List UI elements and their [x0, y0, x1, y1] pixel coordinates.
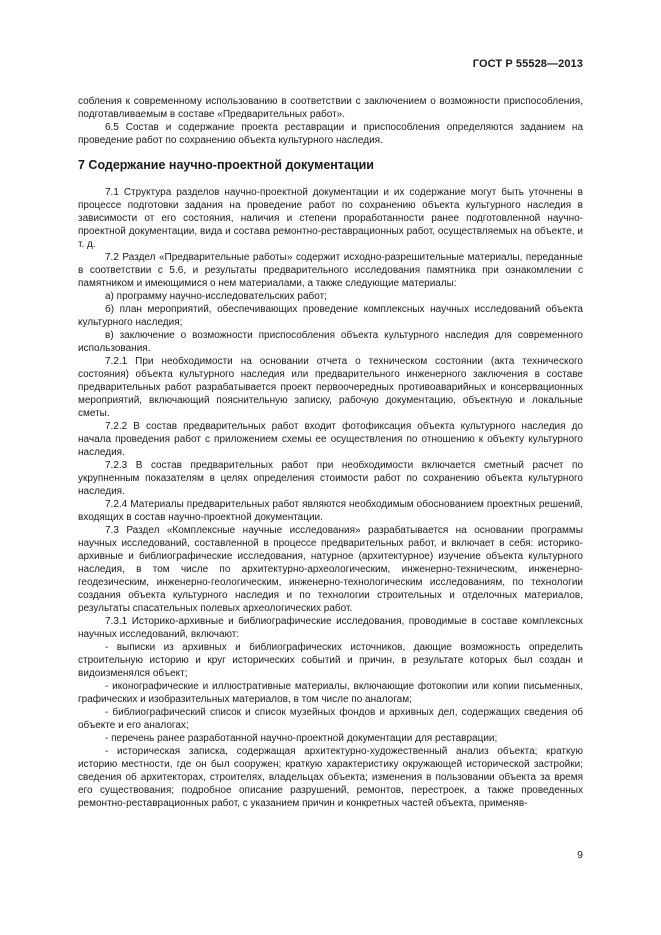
list-item: - выписки из архивных и библиографических источников, дающие возможность определить строительную историю и круг исторических событий и причин, в результате которых был создан и видоизменялся объект;: [78, 642, 583, 679]
list-item: - перечень ранее разработанной научно-проектной документации для реставрации;: [105, 733, 498, 744]
standard-code-header: ГОСТ Р 55528—2013: [472, 58, 583, 70]
list-item: б) план мероприятий, обеспечивающих проведение комплексных научных исследований объекта культурного наследия;: [78, 304, 583, 328]
paragraph: собления к современному использованию в соответствии с заключением о возможности приспособления, подготавливаемым в составе «Предварительных работ».: [78, 96, 583, 120]
list-item: - иконографические и иллюстративные материалы, включающие фотокопии или копии письменных, графических и изобразительных материалов, в том числе по аналогам;: [78, 681, 583, 705]
page-number: 9: [577, 849, 583, 861]
paragraph: 7.2.4 Материалы предварительных работ являются необходимым обоснованием проектных решений, входящих в состав научно-проектной документации.: [78, 499, 583, 523]
list-item: - библиографический список и список музейных фондов и архивных дел, содержащих сведения об объекте и его аналогах;: [78, 707, 583, 731]
paragraph: 7.1 Структура разделов научно-проектной документации и их содержание могут быть уточнены в процессе подготовки задания на проведение работ по сохранению объекта культурного наследия в зависимости от его состояния, наличия и степени проработанности ранее подготовленной научно-проектной документации, вида и состава ремонтно-реставрационных работ, осуществляемых на объекте, и т. д.: [78, 187, 583, 250]
list-item: в) заключение о возможности приспособления объекта культурного наследия для современного использования.: [78, 330, 583, 354]
document-body: [78, 95, 583, 810]
paragraph: 7.2.3 В состав предварительных работ при необходимости включается сметный расчет по укрупненным показателям в целях определения стоимости работ по сохранению объекта культурного наследия.: [78, 460, 583, 497]
paragraph: 6.5 Состав и содержание проекта реставрации и приспособления определяются заданием на проведение работ по сохранению объекта культурного наследия.: [78, 122, 583, 146]
paragraph: 7.2 Раздел «Предварительные работы» содержит исходно-разрешительные материалы, переданные в соответствии с 5.6, и результаты предварительного исследования памятника при ознакомлении с памятником и имеющимися о нем материалами, а также следующие материалы:: [78, 252, 583, 289]
paragraph: 7.3.1 Историко-архивные и библиографические исследования, проводимые в составе комплексных научных исследований, включают:: [78, 616, 583, 640]
paragraph: 7.2.1 При необходимости на основании отчета о техническом состоянии (акта технического состояния) объекта культурного наследия или предварительного инженерного заключения в составе предварительных работ разрабатывается проект первоочередных противоаварийных и консервационных мероприятий, включающий пояснительную записку, рабочую документацию, объектную и локальные сметы.: [78, 356, 583, 419]
list-item: а) программу научно-исследовательских работ;: [105, 291, 327, 302]
section-heading: 7 Содержание научно-проектной документации: [78, 158, 374, 172]
paragraph: 7.3 Раздел «Комплексные научные исследования» разрабатывается на основании программы научных исследований, составленной в процессе предварительных работ, и включает в себя: историко-архивные и библиографические исследования, натурное (архитектурное) изучение объекта культурного наследия, в том числе по архитектурно-археологическим, инженерно-техническим, инженерно-геодезическим, инженерно-геологическим, инженерно-технологическим исследованиям, по технологии создания объекта культурного наследия и по технологии строительных и отделочных материалов, результаты спасательных полевых археологических работ.: [78, 525, 583, 614]
paragraph: 7.2.2 В состав предварительных работ входит фотофиксация объекта культурного наследия до начала проведения работ с приложением схемы ее осуществления по отношению к объекту культурного наследия.: [78, 421, 583, 458]
list-item: - историческая записка, содержащая архитектурно-художественный анализ объекта; краткую историю местности, где он был сооружен; краткую характеристику окружающей исторической застройки; сведения об архитекторах, строителях, владельцах объекта; изменения в пользовании объекта за время его существования; подробное описание разрушений, ремонтов, перестроек, а также проведенных ремонтно-реставрационных работ, с указанием причин и конкретных частей объекта, применяв-: [78, 746, 583, 809]
